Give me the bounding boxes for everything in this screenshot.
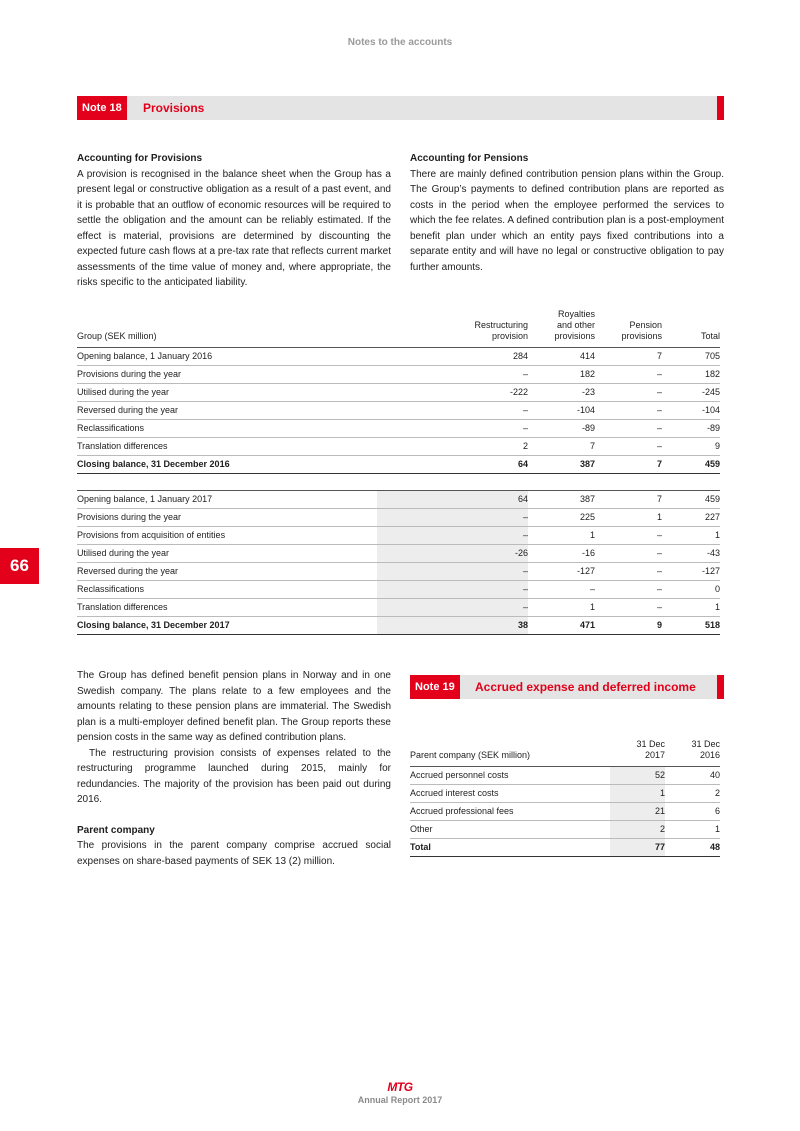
row-value: 518 (662, 617, 720, 635)
table-row (77, 456, 720, 474)
pension-notes-section (77, 668, 391, 869)
parent-company-heading: Parent company (77, 824, 155, 836)
row-label: Opening balance, 1 January 2017 (77, 491, 377, 509)
row-label: Utilised during the year (77, 384, 377, 402)
row-value: 387 (528, 456, 595, 474)
row-value: 2 (665, 785, 720, 803)
header-2016: 31 Dec 2016 (665, 739, 720, 767)
row-value: 705 (662, 348, 720, 366)
row-value: – (595, 545, 662, 563)
row-label: Translation differences (77, 599, 377, 617)
row-value: 1 (595, 509, 662, 527)
row-value: – (595, 420, 662, 438)
header-royalties: Royalties and other provisions (528, 309, 595, 348)
row-value: 459 (662, 491, 720, 509)
note-18-tag: Note 18 (77, 96, 127, 120)
row-value: 9 (662, 438, 720, 456)
accounting-provisions-section (77, 151, 391, 291)
note-19-bar (410, 675, 724, 699)
table-row (77, 599, 720, 617)
row-value: – (595, 563, 662, 581)
row-value: -104 (662, 402, 720, 420)
row-value: – (377, 509, 528, 527)
row-label: Closing balance, 31 December 2016 (77, 456, 377, 474)
row-value: 64 (377, 456, 528, 474)
table-row (77, 384, 720, 402)
row-value: -127 (528, 563, 595, 581)
header-total: Total (662, 309, 720, 348)
row-value: 182 (528, 366, 595, 384)
row-label: Utilised during the year (77, 545, 377, 563)
row-label: Reclassifications (77, 420, 377, 438)
table-row (77, 581, 720, 599)
row-label: Other (410, 821, 610, 839)
row-label: Accrued personnel costs (410, 767, 610, 785)
row-label: Opening balance, 1 January 2016 (77, 348, 377, 366)
row-value: 414 (528, 348, 595, 366)
row-value: – (595, 581, 662, 599)
row-value: 38 (377, 617, 528, 635)
header-2017: 31 Dec 2017 (610, 739, 665, 767)
row-value: -89 (662, 420, 720, 438)
row-value: -26 (377, 545, 528, 563)
accounting-provisions-text: A provision is recognised in the balance sheet when the Group has a present legal or constructive obligation as a result of a past event, and it is probable that an outflow of economic resources will be required to settle the obligation and the amount can be reliably estimated. If the effect is material, provisions are determined by discounting the expected future cash flows at a pre-tax rate that reflects current market assessments of the time value of money and, where appropriate, the risks specific to the anticipated liability. (77, 168, 391, 288)
row-value: 1 (610, 785, 665, 803)
table-row (410, 767, 720, 785)
row-value: 471 (528, 617, 595, 635)
row-value: – (528, 581, 595, 599)
accrued-expense-table (410, 739, 720, 857)
row-value: 387 (528, 491, 595, 509)
row-value: 0 (662, 581, 720, 599)
row-value: 64 (377, 491, 528, 509)
table-row (77, 420, 720, 438)
mtg-logo: MTG (387, 1080, 413, 1094)
row-value: 48 (665, 839, 720, 857)
pension-notes-paragraph: The Group has defined benefit pension plans in Norway and in one Swedish company. The plans relate to a few employees and the amounts relating to these pension plans are immaterial. The Swedish plan is a multi-employer defined benefit plan. The Group reports these pension costs in the same way as defined contribution plans. (77, 670, 391, 743)
row-value: -23 (528, 384, 595, 402)
header-restructuring: Restructuring provision (377, 309, 528, 348)
row-label: Reversed during the year (77, 402, 377, 420)
row-value: 7 (595, 456, 662, 474)
table-row (410, 803, 720, 821)
row-value: 1 (528, 527, 595, 545)
row-value: -89 (528, 420, 595, 438)
row-label: Provisions from acquisition of entities (77, 527, 377, 545)
section-header: Notes to the accounts (347, 37, 453, 48)
row-value: 227 (662, 509, 720, 527)
row-value: – (377, 366, 528, 384)
row-value: 1 (662, 599, 720, 617)
row-value: – (595, 366, 662, 384)
row-value: – (595, 599, 662, 617)
table-row (77, 563, 720, 581)
note-18-title: Provisions (143, 101, 205, 115)
table-row (410, 839, 720, 857)
row-value: 9 (595, 617, 662, 635)
row-label: Provisions during the year (77, 366, 377, 384)
provisions-table (77, 309, 720, 635)
row-value: 52 (610, 767, 665, 785)
row-value: 1 (528, 599, 595, 617)
row-value: – (377, 420, 528, 438)
row-value: -245 (662, 384, 720, 402)
note-18-bar (77, 96, 724, 120)
row-label: Accrued professional fees (410, 803, 610, 821)
provisions-table-header (77, 309, 720, 348)
row-label: Accrued interest costs (410, 785, 610, 803)
row-value: – (377, 402, 528, 420)
row-value: 182 (662, 366, 720, 384)
table-row (77, 617, 720, 635)
table-row (410, 821, 720, 839)
row-value: 7 (595, 348, 662, 366)
row-value: -127 (662, 563, 720, 581)
note-19-bar-end (717, 675, 724, 699)
row-label: Total (410, 839, 610, 857)
header-parent-company: Parent company (SEK million) (410, 739, 610, 767)
row-value: – (377, 581, 528, 599)
table-row (77, 348, 720, 366)
row-value: – (377, 599, 528, 617)
row-value: – (595, 438, 662, 456)
row-value: – (377, 563, 528, 581)
row-value: 6 (665, 803, 720, 821)
accounting-provisions-heading: Accounting for Provisions (77, 153, 203, 164)
parent-company-paragraph: The provisions in the parent company comprise accrued social expenses on share-based payments of SEK 13 (2) million. (77, 840, 391, 867)
row-label: Translation differences (77, 438, 377, 456)
row-value: -16 (528, 545, 595, 563)
accounting-pensions-section (410, 151, 724, 275)
footer-text: Annual Report 2017 (357, 1095, 443, 1105)
row-value: -222 (377, 384, 528, 402)
row-value: – (595, 527, 662, 545)
table-row (77, 366, 720, 384)
row-value: 1 (665, 821, 720, 839)
row-value: -43 (662, 545, 720, 563)
row-value: 7 (528, 438, 595, 456)
row-value: 225 (528, 509, 595, 527)
row-value: 7 (595, 491, 662, 509)
row-value: – (595, 384, 662, 402)
page-number-tab: 66 (0, 548, 39, 584)
accounting-pensions-text: There are mainly defined contribution pension plans within the Group. The Group’s payments to defined contribution plans are reported as costs in the period when the employee performed the services to which the fee relates. A defined contribution plan is a post-employment benefit plan under which an entity pays fixed contributions into a separate entity and will have no legal or constructive obligation to pay further amounts. (410, 168, 724, 273)
row-value: -104 (528, 402, 595, 420)
table-row (77, 491, 720, 509)
header-pension: Pension provisions (595, 309, 662, 348)
row-label: Provisions during the year (77, 509, 377, 527)
row-value: 2 (377, 438, 528, 456)
table-row (410, 785, 720, 803)
row-value: 459 (662, 456, 720, 474)
table-row (77, 527, 720, 545)
row-value: 77 (610, 839, 665, 857)
note-18-bar-end (717, 96, 724, 120)
row-label: Closing balance, 31 December 2017 (77, 617, 377, 635)
note-19-title: Accrued expense and deferred income (475, 680, 696, 694)
table-row (77, 545, 720, 563)
row-value: 21 (610, 803, 665, 821)
restructuring-paragraph: The restructuring provision consists of expenses related to the restructuring programme launched during 2015, mainly for redundancies. The majority of the provision has been paid out during 2016. (77, 747, 391, 805)
accounting-pensions-heading: Accounting for Pensions (410, 153, 529, 164)
accrued-table-header (410, 739, 720, 767)
row-value: 2 (610, 821, 665, 839)
row-value: – (595, 402, 662, 420)
note-19-tag: Note 19 (410, 675, 460, 699)
row-value: 1 (662, 527, 720, 545)
table-row (77, 509, 720, 527)
table-row (77, 438, 720, 456)
row-value: 40 (665, 767, 720, 785)
header-group: Group (SEK million) (77, 309, 377, 348)
row-label: Reversed during the year (77, 563, 377, 581)
table-row (77, 402, 720, 420)
row-value: 284 (377, 348, 528, 366)
row-value: – (377, 527, 528, 545)
row-label: Reclassifications (77, 581, 377, 599)
